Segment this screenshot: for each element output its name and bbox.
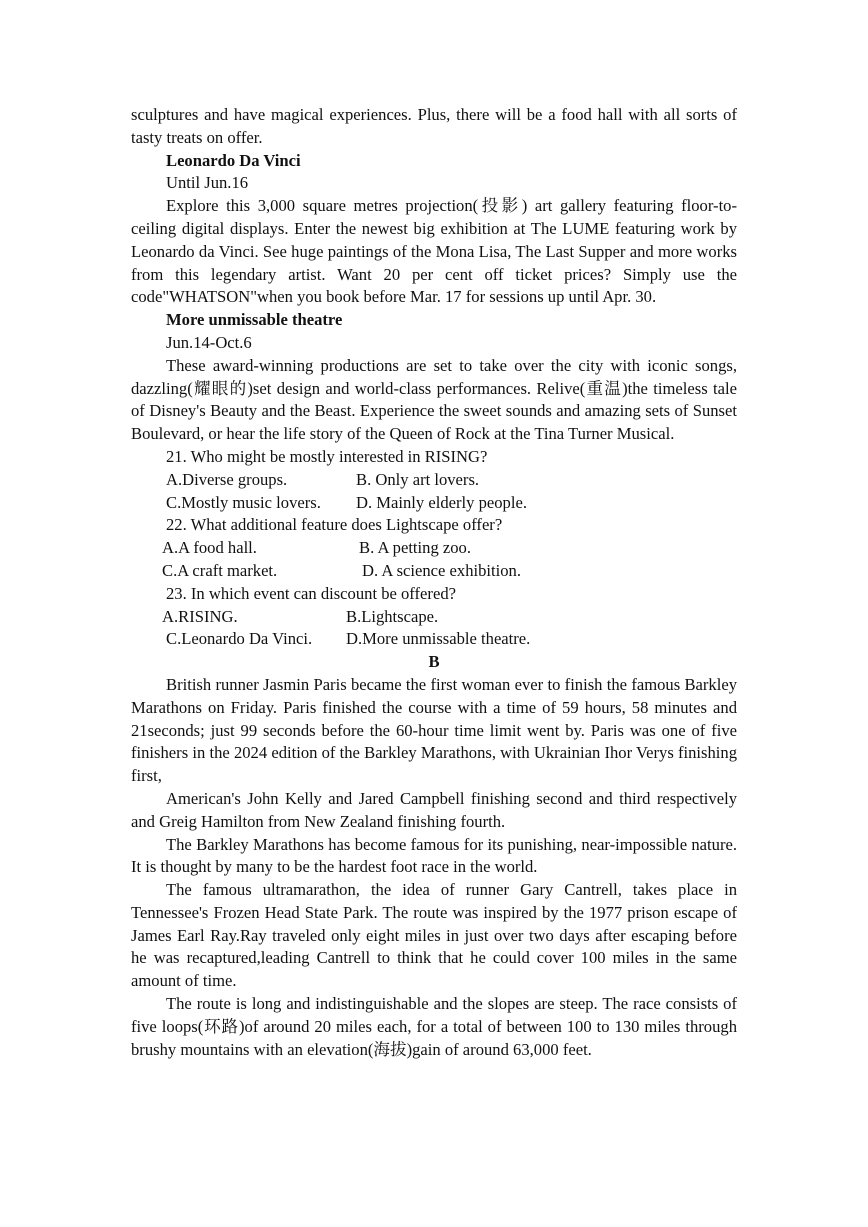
question-22-option-b: B. A petting zoo.: [359, 538, 472, 558]
section-b-paragraph-5: The route is long and indistinguishable and the slopes are steep. The race consists of five loops(环路)of around 20 miles each, for a total of between 100 to 130 miles through brushy mountains with an elevation(海拔)gain of around 63,000 feet.: [131, 994, 737, 1059]
question-23-options-row-1: [131, 606, 737, 629]
question-22-option-c: C.A craft market.: [162, 560, 278, 580]
question-23-option-c: C.Leonardo Da Vinci.: [166, 629, 313, 649]
question-23-options-row-2: [131, 628, 737, 651]
question-21-option-b: B. Only art lovers.: [356, 469, 480, 489]
intro-paragraph: sculptures and have magical experiences. Plus, there will be a food hall with all sorts of tasty treats on offer.: [131, 105, 737, 147]
event-body-theatre: These award-winning productions are set to take over the city with iconic songs, dazzling(耀眼的)set design and world-class performances. Relive(重温)the timeless tale of Disney's Beauty and the Beast. Experience the sweet sounds and amazing sets of Sunset Boulevard, or hear the life story of the Queen of Rock at the Tina Turner Musical.: [131, 355, 737, 444]
question-23-option-a: A.RISING.: [162, 606, 238, 626]
event-body-leonardo: Explore this 3,000 square metres projection(投影) art gallery featuring floor-to-ceiling digital displays. Enter the newest big exhibition at The LUME featuring work by Leonardo da Vinci. See huge paintings of the Mona Lisa, The Last Supper and more works from this legendary artist. Want 20 per cent off ticket prices? Simply use the code"WHATSON"when you book before Mar. 17 for sessions up until Apr. 30.: [131, 196, 737, 307]
question-21-option-a: A.Diverse groups.: [166, 469, 288, 489]
section-b-paragraph-1: British runner Jasmin Paris became the first woman ever to finish the famous Barkley Marathons on Friday. Paris finished the course with a time of 59 hours, 58 minutes and 21seconds; just 99 seconds before the 60-hour time limit went by. Paris was one of five finishers in the 2024 edition of the Barkley Marathons, with Ukrainian Ihor Verys finishing first,: [131, 674, 737, 786]
section-b-paragraph-2: American's John Kelly and Jared Campbell finishing second and third respectively and Greig Hamilton from New Zealand finishing fourth.: [131, 788, 737, 831]
section-b-heading: B: [428, 652, 440, 672]
section-b-paragraph-4: The famous ultramarathon, the idea of runner Gary Cantrell, takes place in Tennessee's Frozen Head State Park. The route was inspired by the 1977 prison escape of James Earl Ray.Ray traveled only eight miles in just over two days after escaping before he was recaptured,leading Cantrell to think that he could cover 100 miles in the same amount of time.: [131, 880, 737, 991]
question-22-option-d: D. A science exhibition.: [362, 560, 521, 580]
event-title-leonardo: Leonardo Da Vinci: [166, 150, 301, 170]
section-b-paragraph-3: The Barkley Marathons has become famous for its punishing, near-impossible nature. It is thought by many to be the hardest foot race in the world.: [131, 834, 737, 877]
question-22-stem: 22. What additional feature does Lightscape offer?: [166, 515, 503, 535]
question-21-options-row-1: [131, 469, 737, 492]
question-22-options-row-2: [131, 560, 737, 583]
question-23-option-d: D.More unmissable theatre.: [346, 629, 531, 649]
question-22-options-row-1: [131, 537, 737, 560]
event-date-theatre: Jun.14-Oct.6: [166, 332, 252, 352]
event-title-theatre: More unmissable theatre: [166, 310, 343, 330]
question-21-stem: 21. Who might be mostly interested in RISING?: [166, 446, 488, 466]
question-21-option-d: D. Mainly elderly people.: [356, 492, 527, 512]
question-22-option-a: A.A food hall.: [162, 538, 257, 558]
document-page: [131, 104, 737, 1061]
question-23-option-b: B.Lightscape.: [346, 606, 439, 626]
event-date-leonardo: Until Jun.16: [166, 173, 249, 193]
question-23-stem: 23. In which event can discount be offered?: [166, 583, 456, 603]
question-21-options-row-2: [131, 492, 737, 515]
question-21-option-c: C.Mostly music lovers.: [166, 492, 321, 512]
